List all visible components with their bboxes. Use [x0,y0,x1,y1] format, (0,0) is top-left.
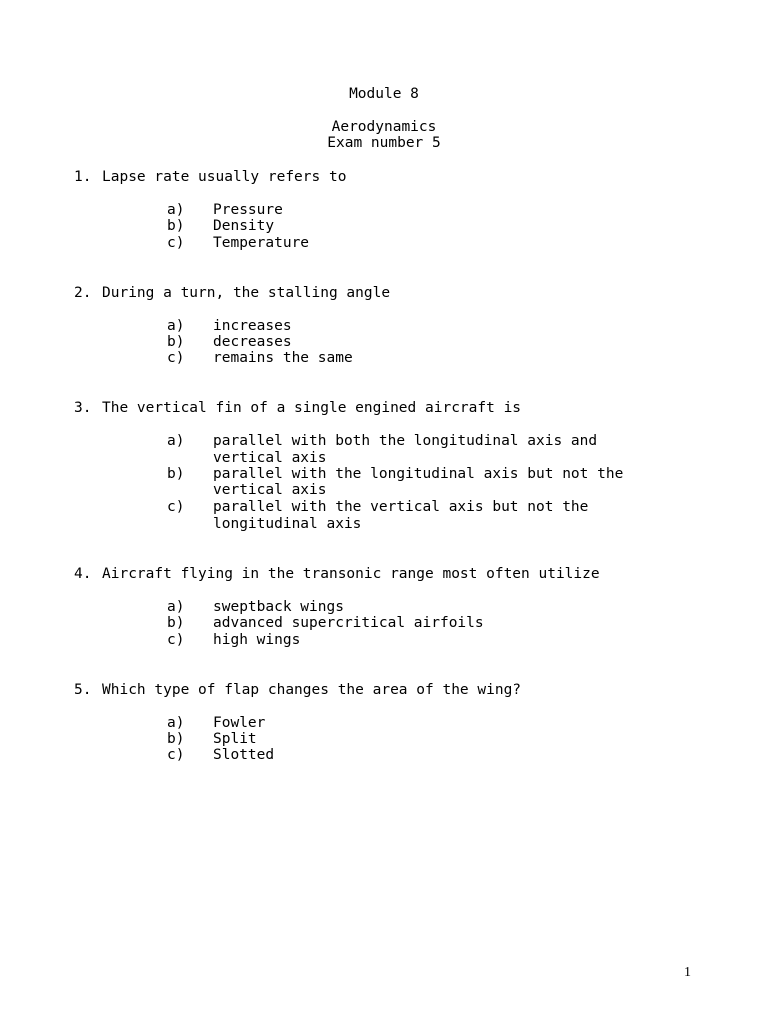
option-letter: c) [167,747,185,763]
option-text: Temperature [213,235,310,251]
option-letter: b) [167,615,185,631]
option-letter: b) [167,466,185,482]
module-title: Module 8 [349,86,419,102]
page-number: 1 [684,965,691,980]
option-text: sweptback wings [213,599,344,615]
question-number: 1. [74,169,92,185]
question-number: 3. [74,400,92,416]
option-letter: b) [167,334,185,350]
option-text: Fowler [213,715,266,731]
question-text: Which type of flap changes the area of the wing? [102,682,522,698]
option-letter: b) [167,731,185,747]
option-letter: a) [167,433,185,449]
option-letter: a) [167,202,185,218]
option-letter: a) [167,599,185,615]
subject-title: Aerodynamics [331,119,437,135]
option-letter: b) [167,218,185,234]
question-text: During a turn, the stalling angle [102,285,391,301]
exam-title: Exam number 5 [327,135,441,151]
option-text: advanced supercritical airfoils [213,615,484,631]
option-letter: a) [167,715,185,731]
option-text: decreases [213,334,292,350]
question-text: Lapse rate usually refers to [102,169,347,185]
question-number: 5. [74,682,92,698]
option-letter: a) [167,318,185,334]
option-letter: c) [167,499,185,515]
option-text: parallel with both the longitudinal axis and [213,433,598,449]
option-text-continued: vertical axis [213,450,327,466]
option-letter: c) [167,350,185,366]
option-text: high wings [213,632,301,648]
option-text: Slotted [213,747,275,763]
option-text-continued: longitudinal axis [213,516,362,532]
option-text: Split [213,731,257,747]
question-number: 4. [74,566,92,582]
option-text: Density [213,218,275,234]
option-text: remains the same [213,350,353,366]
option-letter: c) [167,632,185,648]
question-text: Aircraft flying in the transonic range most often utilize [102,566,600,582]
option-letter: c) [167,235,185,251]
option-text: parallel with the vertical axis but not the [213,499,589,515]
option-text-continued: vertical axis [213,482,327,498]
option-text: Pressure [213,202,283,218]
option-text: parallel with the longitudinal axis but not the [213,466,624,482]
option-text: increases [213,318,292,334]
question-number: 2. [74,285,92,301]
question-text: The vertical fin of a single engined aircraft is [102,400,522,416]
